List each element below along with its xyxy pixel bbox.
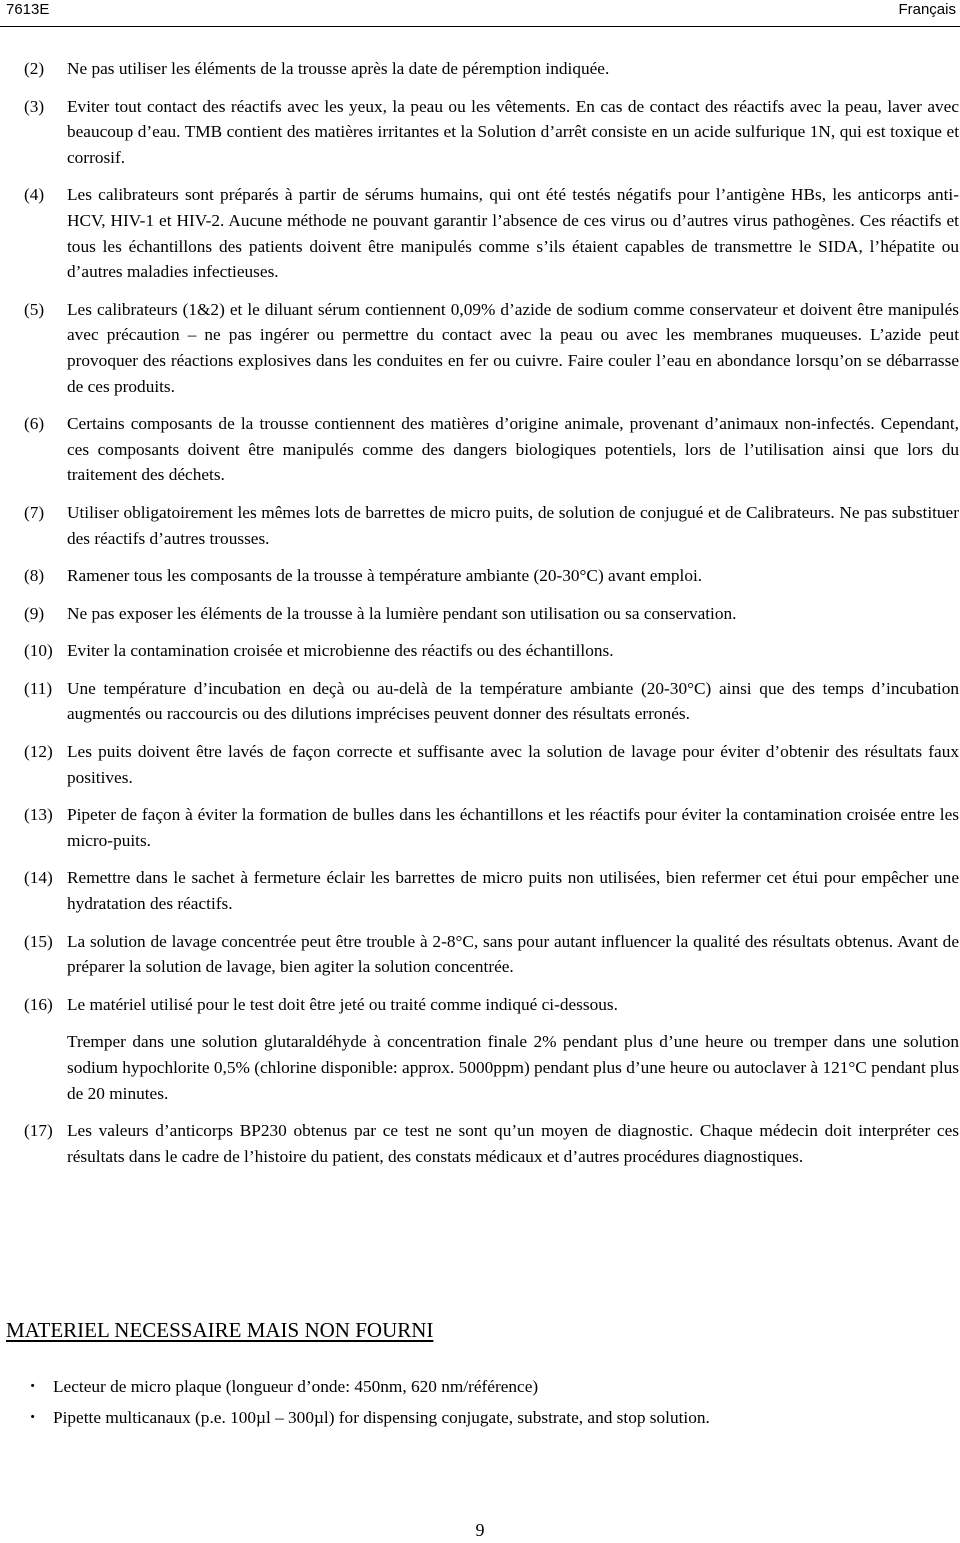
item-number: (4) [24,185,45,205]
item-number: (2) [24,59,45,78]
document-code: 7613E [6,1,50,18]
precaution-item-10 [24,638,959,664]
item-text: Eviter tout contact des réactifs avec les yeux, la peau ou les vêtements. En cas de contact des réactifs avec la peau, laver avec beaucoup d’eau. TMB contient des matières irritantes et la Solution d’arrêt consiste en un acide sulfurique 1N, qui est toxique et corrosif. [67,96,959,167]
precaution-item-9 [24,601,959,627]
material-text: Pipette multicanaux (p.e. 100µl – 300µl) for dispensing conjugate, substrate, and stop solution. [53,1408,710,1427]
item-number: (3) [24,96,45,116]
precaution-item-15 [24,929,959,980]
bullet-icon: ・ [24,1377,42,1396]
bullet-icon: ・ [24,1408,42,1427]
materials-list [24,1371,944,1433]
item-number: (13) [24,805,53,825]
precaution-item-6 [24,411,959,488]
precaution-item-3 [24,94,959,171]
item-text: Ramener tous les composants de la trousse à température ambiante (20-30°C) avant emploi. [67,566,703,586]
precaution-item-13 [24,802,959,853]
precaution-item-17 [24,1118,959,1169]
precaution-item-4 [24,182,959,284]
precaution-item-14 [24,865,959,916]
list-item [24,1371,944,1402]
item-text-block [67,992,959,1106]
material-text: Lecteur de micro plaque (longueur d’onde: 450nm, 620 nm/référence) [53,1377,539,1396]
item-number: (7) [24,502,45,522]
item-text: Remettre dans le sachet à fermeture éclair les barrettes de micro puits non utilisées, bien refermer cet étui pour empêcher une hydratation des réactifs. [67,868,959,914]
precaution-item-11 [24,676,959,727]
precautions-list [24,56,959,1181]
item-number: (6) [24,414,45,434]
item-number: (16) [24,994,53,1014]
item-number: (5) [24,299,45,319]
item-text: La solution de lavage concentrée peut être trouble à 2-8°C, sans pour autant influencer la qualité des résultats obtenus. Avant de préparer la solution de lavage, bien agiter la solution concentrée. [67,931,959,977]
precaution-item-12 [24,739,959,790]
item-text: Les calibrateurs (1&2) et le diluant sérum contiennent 0,09% d’azide de sodium comme conservateur et doivent être manipulés avec précaution – ne pas ingérer ou permettre du contact avec la peau ou avec les membranes muqueuses. L’azide peut provoquer des réactions explosives dans les conduites en fer ou cuivre. Faire couler l’eau en abondance lorsqu’on se débarrasse de ces produits. [67,299,959,396]
item-text: Une température d’incubation en deçà ou au-delà de la température ambiante (20-30°C) ainsi que des temps d’incubation augmentés ou raccourcis ou des dilutions imprécises peuvent donner des résultats erronés. [67,678,959,724]
item-number: (11) [24,678,53,698]
header-divider [0,26,960,27]
item-text: Les valeurs d’anticorps BP230 obtenus par ce test ne sont qu’un moyen de diagnostic. Chaque médecin doit interpréter ces résultats dans le cadre de l’histoire du patient, des constats médicaux et d’autres procédures diagnostiques. [67,1121,959,1166]
section-heading-materials: MATERIEL NECESSAIRE MAIS NON FOURNI [6,1318,434,1342]
item-text: Certains composants de la trousse contiennent des matières d’origine animale, provenant d’animaux non-infectés. Cependant, ces composants doivent être manipulés comme des dangers biologiques potentiels, lors de l’utilisation ainsi que lors du traitement des déchets. [67,414,959,485]
item-text: Ne pas utiliser les éléments de la trousse après la date de péremption indiquée. [67,59,610,78]
item-text: Pipeter de façon à éviter la formation de bulles dans les échantillons et les réactifs pour éviter la contamination croisée entre les micro-puits. [67,805,959,850]
item-number: (17) [24,1121,53,1141]
precaution-item-8 [24,563,959,589]
item-number: (9) [24,603,45,623]
item-number: (8) [24,566,45,586]
item-number: (10) [24,641,53,661]
item-text: Le matériel utilisé pour le test doit être jeté ou traité comme indiqué ci-dessous. [67,994,618,1014]
precaution-item-2 [24,56,959,82]
precaution-item-5 [24,297,959,399]
item-number: (15) [24,931,53,951]
item-text: Les calibrateurs sont préparés à partir de sérums humains, qui ont été testés négatifs pour l’antigène HBs, les anticorps anti-HCV, HIV-1 et HIV-2. Aucune méthode ne pouvant garantir l’absence de ces virus ou d’autres virus pathogènes. Ces réactifs et tous les échantillons des patients doivent être manipulés comme s’ils étaient capables de transmettre le SIDA, l’hépatite ou d’autres maladies infectieuses. [67,185,959,282]
item-text: Ne pas exposer les éléments de la trousse à la lumière pendant son utilisation ou sa conservation. [67,603,737,623]
page-number: 9 [475,1520,485,1540]
precaution-item-7 [24,500,959,551]
precaution-item-16 [24,992,959,1106]
language-label: Français [898,1,956,18]
item-text: Les puits doivent être lavés de façon correcte et suffisante avec la solution de lavage pour éviter d’obtenir des résultats faux positives. [67,742,959,787]
item-sub-paragraph: Tremper dans une solution glutaraldéhyde à concentration finale 2% pendant plus d’une heure ou tremper dans une solution sodium hypochlorite 0,5% (chlorine disponible: approx. 5000ppm) pendant plus d’une heure ou autoclaver à 121°C pendant plus de 20 minutes. [67,1032,959,1103]
item-number: (12) [24,742,53,762]
list-item [24,1402,944,1433]
item-text: Utiliser obligatoirement les mêmes lots de barrettes de micro puits, de solution de conjugué et de Calibrateurs. Ne pas substituer des réactifs d’autres trousses. [67,502,959,548]
item-text: Eviter la contamination croisée et microbienne des réactifs ou des échantillons. [67,641,614,661]
item-number: (14) [24,868,53,888]
